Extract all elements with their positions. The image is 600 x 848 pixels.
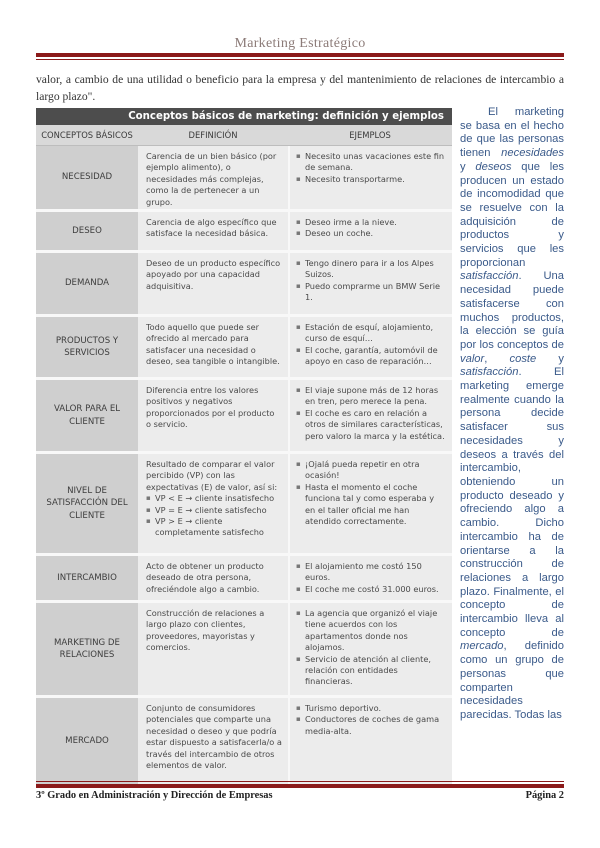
concept-cell: MARKETING DE RELACIONES (36, 603, 138, 695)
concept-cell: DESEO (36, 212, 138, 250)
table-row (36, 317, 452, 380)
example-item: ▪ Necesito unas vacaciones este fin de semana. (296, 151, 446, 174)
examples-cell (288, 317, 452, 377)
table-header-row (36, 125, 452, 146)
footer-page-number: Página 2 (525, 790, 564, 801)
page-header-title: Marketing Estratégico (234, 36, 366, 51)
table-row (36, 146, 452, 212)
example-item: ▪ El coche me costó 31.000 euros. (296, 584, 446, 595)
example-item: ▪ ¡Ojalá pueda repetir en otra ocasión! (296, 459, 446, 482)
term-satisfaccion: satisfacción (460, 270, 519, 283)
examples-cell (288, 146, 452, 209)
definition-cell (138, 454, 288, 553)
term-satisfaccion-2: satisfacción (460, 366, 519, 379)
definition-item: ▪ VP > E → cliente completamente satisfecho (146, 516, 282, 539)
table-title: Conceptos básicos de marketing: definición y ejemplos (36, 108, 452, 125)
side-text-span: El marketing se basa en el hecho de que las personas tienen (460, 106, 564, 160)
example-item: ▪ Conductores de coches de gama media-alta. (296, 714, 446, 737)
definition-cell: Todo aquello que puede ser ofrecido al mercado para satisfacer una necesidad o deseo, sea tangible o intangible. (138, 317, 288, 377)
footer-rule-thick (36, 784, 564, 788)
definition-cell: Deseo de un producto específico apoyado por una capacidad adquisitiva. (138, 253, 288, 314)
table-row (36, 698, 452, 784)
table-row (36, 380, 452, 454)
table-row (36, 253, 452, 317)
concept-cell: INTERCAMBIO (36, 556, 138, 600)
side-text-span: , (484, 352, 488, 365)
term-deseos: deseos (475, 160, 512, 173)
definition-cell: Construcción de relaciones a largo plazo con clientes, proveedores, mayoristas y comercios. (138, 603, 288, 695)
footer-degree-label: 3º Grado en Administración y Dirección de Empresas (36, 790, 273, 801)
example-item: ▪ Estación de esquí, alojamiento, curso de esquí… (296, 322, 446, 345)
example-item: ▪ La agencia que organizó el viaje tiene acuerdos con los apartamentos donde nos alojamos. (296, 608, 446, 654)
concept-cell: MERCADO (36, 698, 138, 784)
intro-paragraph: valor, a cambio de una utilidad o beneficio para la empresa y del mantenimiento de relaciones de intercambio a largo plazo". (36, 73, 564, 103)
examples-cell (288, 556, 452, 600)
examples-cell (288, 454, 452, 553)
table-row (36, 212, 452, 253)
definition-item: ▪ VP < E → cliente insatisfecho (146, 493, 282, 504)
example-item: ▪ Tengo dinero para ir a los Alpes Suizos. (296, 258, 446, 281)
concept-cell: DEMANDA (36, 253, 138, 314)
table-row (36, 454, 452, 556)
term-coste: coste (509, 352, 537, 365)
example-item: ▪ Deseo irme a la nieve. (296, 217, 446, 228)
concept-cell: VALOR PARA EL CLIENTE (36, 380, 138, 451)
column-header-definition: DEFINICIÓN (188, 130, 238, 140)
side-paragraph (460, 106, 564, 723)
example-item: ▪ El alojamiento me costó 150 euros. (296, 561, 446, 584)
side-text-span: que les producen un estado de incomodidad que se resuelve con la adquisición de productos y servicios que les proporcionan (460, 160, 565, 269)
table-row (36, 603, 452, 698)
definition-cell: Diferencia entre los valores positivos y negativos proporcionados por el producto o servicio. (138, 380, 288, 451)
definition-cell: Conjunto de consumidores potenciales que comparte una necesidad o deseo y que podría estar dispuesto a satisfacerla/o a través del intercambio de otros elementos de valor. (138, 698, 288, 784)
definition-cell: Carencia de algo específico que satisface la necesidad básica. (138, 212, 288, 250)
examples-cell (288, 380, 452, 451)
example-item: ▪ Deseo un coche. (296, 228, 446, 239)
example-item: ▪ El viaje supone más de 12 horas en tren, pero merece la pena. (296, 385, 446, 408)
example-item: ▪ Puedo comprarme un BMW Serie 1. (296, 281, 446, 304)
example-item: ▪ Hasta el momento el coche funciona tal y como esperaba y en el taller oficial me han atendido correctamente. (296, 482, 446, 528)
term-valor: valor (460, 352, 485, 365)
definition-cell: Carencia de un bien básico (por ejemplo alimento), o necesidades más complejas, como la de pertenecer a un grupo. (138, 146, 288, 209)
header-rule-thick (36, 53, 564, 57)
definition-cell: Acto de obtener un producto deseado de otra persona, ofreciéndole algo a cambio. (138, 556, 288, 600)
table-row (36, 556, 452, 603)
side-text-span: , definido como un grupo de personas que comparten necesidades parecidas. Todas las (460, 640, 564, 721)
column-header-examples: EJEMPLOS (349, 130, 391, 140)
examples-cell (288, 212, 452, 250)
definition-text: Resultado de comparar el valor percibido (VP) con las expectativas (E) de valor, así si: (146, 459, 278, 492)
concept-cell: NECESIDAD (36, 146, 138, 209)
examples-cell (288, 603, 452, 695)
concept-cell: NIVEL DE SATISFACCIÓN DEL CLIENTE (36, 454, 138, 553)
side-text-span: . Una necesidad puede satisfacerse con muchos productos, la elección se guía por los conceptos de (460, 270, 564, 351)
term-necesidades: necesidades (501, 147, 564, 160)
concepts-table (36, 108, 452, 784)
example-item: ▪ El coche es caro en relación a otros de similares características, pero valoro la marca y la estética. (296, 408, 446, 442)
term-mercado: mercado (460, 640, 504, 653)
example-item: ▪ El coche, garantía, automóvil de apoyo en caso de reparación… (296, 345, 446, 368)
side-text-span: y (460, 160, 466, 173)
side-text-span: . El marketing emerge realmente cuando la persona decide satisfacer sus necesidades y deseos a través del intercambio, obteniendo un producto deseado y ofreciendo algo a cambio. Dicho intercambio ha de orientarse a la construcción de relaciones a largo plazo. Finalmente, el concepto de intercambio lleva al concepto de (460, 366, 564, 639)
example-item: ▪ Servicio de atención al cliente, relación con entidades financieras. (296, 654, 446, 688)
concept-cell: PRODUCTOS Y SERVICIOS (36, 317, 138, 377)
side-text-span: y (558, 352, 565, 365)
definition-item: ▪ VP = E → cliente satisfecho (146, 505, 282, 516)
examples-cell (288, 698, 452, 784)
footer-rule-thin (36, 781, 564, 782)
examples-cell (288, 253, 452, 314)
example-item: ▪ Necesito transportarme. (296, 174, 446, 185)
example-item: ▪ Turismo deportivo. (296, 703, 446, 714)
column-header-concepts: CONCEPTOS BÁSICOS (41, 130, 133, 140)
header-rule-thin (36, 59, 564, 60)
side-column-text (460, 106, 564, 723)
